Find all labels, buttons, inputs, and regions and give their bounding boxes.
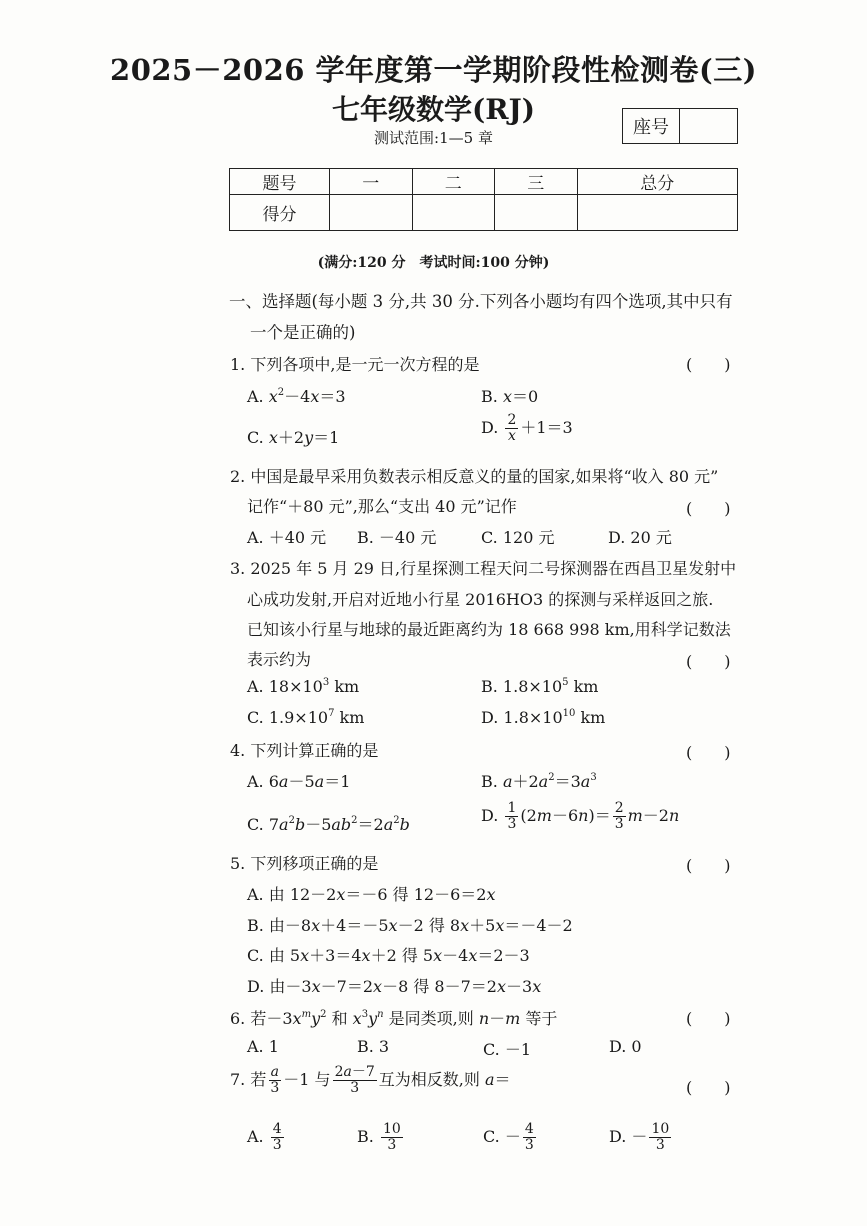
seat-label: 座号: [623, 109, 680, 143]
question-7-stem: 7. 若 $\frac{a}{3}$ －1 与 $\frac{2a-7}{3}$ 互为相反数,则 a＝: [230, 1064, 511, 1096]
score-table: [229, 168, 738, 231]
q7-option-b: B. $\frac{10}{3}$: [357, 1121, 401, 1153]
q6-option-d: D. 0: [609, 1037, 642, 1056]
question-3-line1: 3. 2025 年 5 月 29 日,行星探测工程天问二号探测器在西昌卫星发射中: [230, 559, 737, 578]
score-header-cell: 总分: [577, 169, 737, 195]
q2-option-c: C. 120 元: [481, 528, 555, 547]
score-row-label: 得分: [230, 195, 330, 231]
q7-option-c: C. － $\frac{4}{3}$: [483, 1121, 534, 1153]
q5-option-a: A. 由 12－2x＝－6 得 12－6＝2x: [247, 885, 496, 904]
answer-blank: ( ): [686, 856, 731, 875]
section-heading-cont: 一个是正确的): [250, 323, 356, 342]
q1-option-d: D. $\frac{2}{x}$ ＋1＝3: [481, 412, 573, 444]
q2-option-d: D. 20 元: [608, 528, 672, 547]
exam-subtitle: 七年级数学(RJ): [331, 93, 535, 126]
answer-blank: ( ): [686, 652, 731, 671]
answer-blank: ( ): [686, 743, 731, 762]
exam-info: (满分:120 分 考试时间:100 分钟): [317, 255, 550, 271]
question-3-line3: 已知该小行星与地球的最近距离约为 18 668 998 km,用科学记数法: [247, 620, 731, 639]
score-cell: [412, 195, 495, 231]
score-cell: [330, 195, 413, 231]
score-cell: [495, 195, 578, 231]
q1-option-c: C. x＋2y＝1: [247, 428, 340, 447]
q4-option-a: A. 6a－5a＝1: [247, 772, 351, 791]
score-header-cell: 一: [330, 169, 413, 195]
test-range: 测试范围:1—5 章: [374, 129, 493, 147]
seat-number-box: [622, 108, 738, 144]
question-5-stem: 5. 下列移项正确的是: [230, 854, 379, 873]
q4-option-c: C. $7a^2b-5ab^2=2a^2b$: [247, 815, 410, 834]
question-6-stem: 6. 若$-3x^my^2$ 和 $x^3y^n$ 是同类项,则 n－m 等于: [230, 1009, 558, 1028]
q3-option-d: D. $1.8\times 10^{10}$ km: [481, 708, 606, 727]
q3-option-b: B. $1.8\times 10^5$ km: [481, 677, 599, 696]
q4-option-d: D. $\frac{1}{3}$ (2m－6n)＝ $\frac{2}{3}$ m－2n: [481, 800, 680, 832]
q6-option-a: A. 1: [247, 1037, 279, 1056]
q5-option-c: C. 由 5x＋3＝4x＋2 得 5x－4x＝2－3: [247, 946, 530, 965]
q1-option-a: A. $x^2-4x=3$: [247, 387, 346, 406]
question-3-line4: 表示约为: [247, 650, 312, 669]
score-cell: [577, 195, 737, 231]
q4-option-b: B. $a+2a^2=3a^3$: [481, 772, 597, 791]
answer-blank: ( ): [686, 499, 731, 518]
q2-option-a: A. ＋40 元: [247, 528, 327, 547]
q7-option-d: D. － $\frac{10}{3}$: [609, 1121, 670, 1153]
q3-option-a: A. $18\times 10^3$ km: [247, 677, 360, 696]
q7-option-a: A. $\frac{4}{3}$: [247, 1121, 282, 1153]
question-2-line2: 记作“＋80 元”,那么“支出 40 元”记作: [247, 497, 517, 516]
section-heading: 一、选择题(每小题 3 分,共 30 分.下列各小题均有四个选项,其中只有: [229, 292, 733, 311]
q6-option-c: C. －1: [483, 1040, 532, 1059]
q5-option-d: D. 由－3x－7＝2x－8 得 8－7＝2x－3x: [247, 977, 542, 996]
q6-option-b: B. 3: [357, 1037, 390, 1056]
question-4-stem: 4. 下列计算正确的是: [230, 741, 379, 760]
score-header-cell: 二: [412, 169, 495, 195]
score-header-cell: 三: [495, 169, 578, 195]
q5-option-b: B. 由－8x＋4＝－5x－2 得 8x＋5x＝－4－2: [247, 916, 573, 935]
question-2-line1: 2. 中国是最早采用负数表示相反意义的量的国家,如果将“收入 80 元”: [230, 467, 719, 486]
q3-option-c: C. $1.9\times 10^7$ km: [247, 708, 365, 727]
seat-value: [680, 109, 737, 143]
answer-blank: ( ): [686, 355, 731, 374]
exam-title: 2025－2026 学年度第一学期阶段性检测卷(三): [110, 53, 757, 87]
answer-blank: ( ): [686, 1009, 731, 1028]
question-1-stem: 1. 下列各项中,是一元一次方程的是: [230, 355, 480, 374]
answer-blank: ( ): [686, 1078, 731, 1097]
score-table-header-row: [230, 169, 738, 195]
question-3-line2: 心成功发射,开启对近地小行星 2016HO3 的探测与采样返回之旅.: [247, 590, 714, 609]
score-table-score-row: [230, 195, 738, 231]
score-header-cell: 题号: [230, 169, 330, 195]
q2-option-b: B. －40 元: [357, 528, 437, 547]
q1-option-b: B. x＝0: [481, 387, 539, 406]
